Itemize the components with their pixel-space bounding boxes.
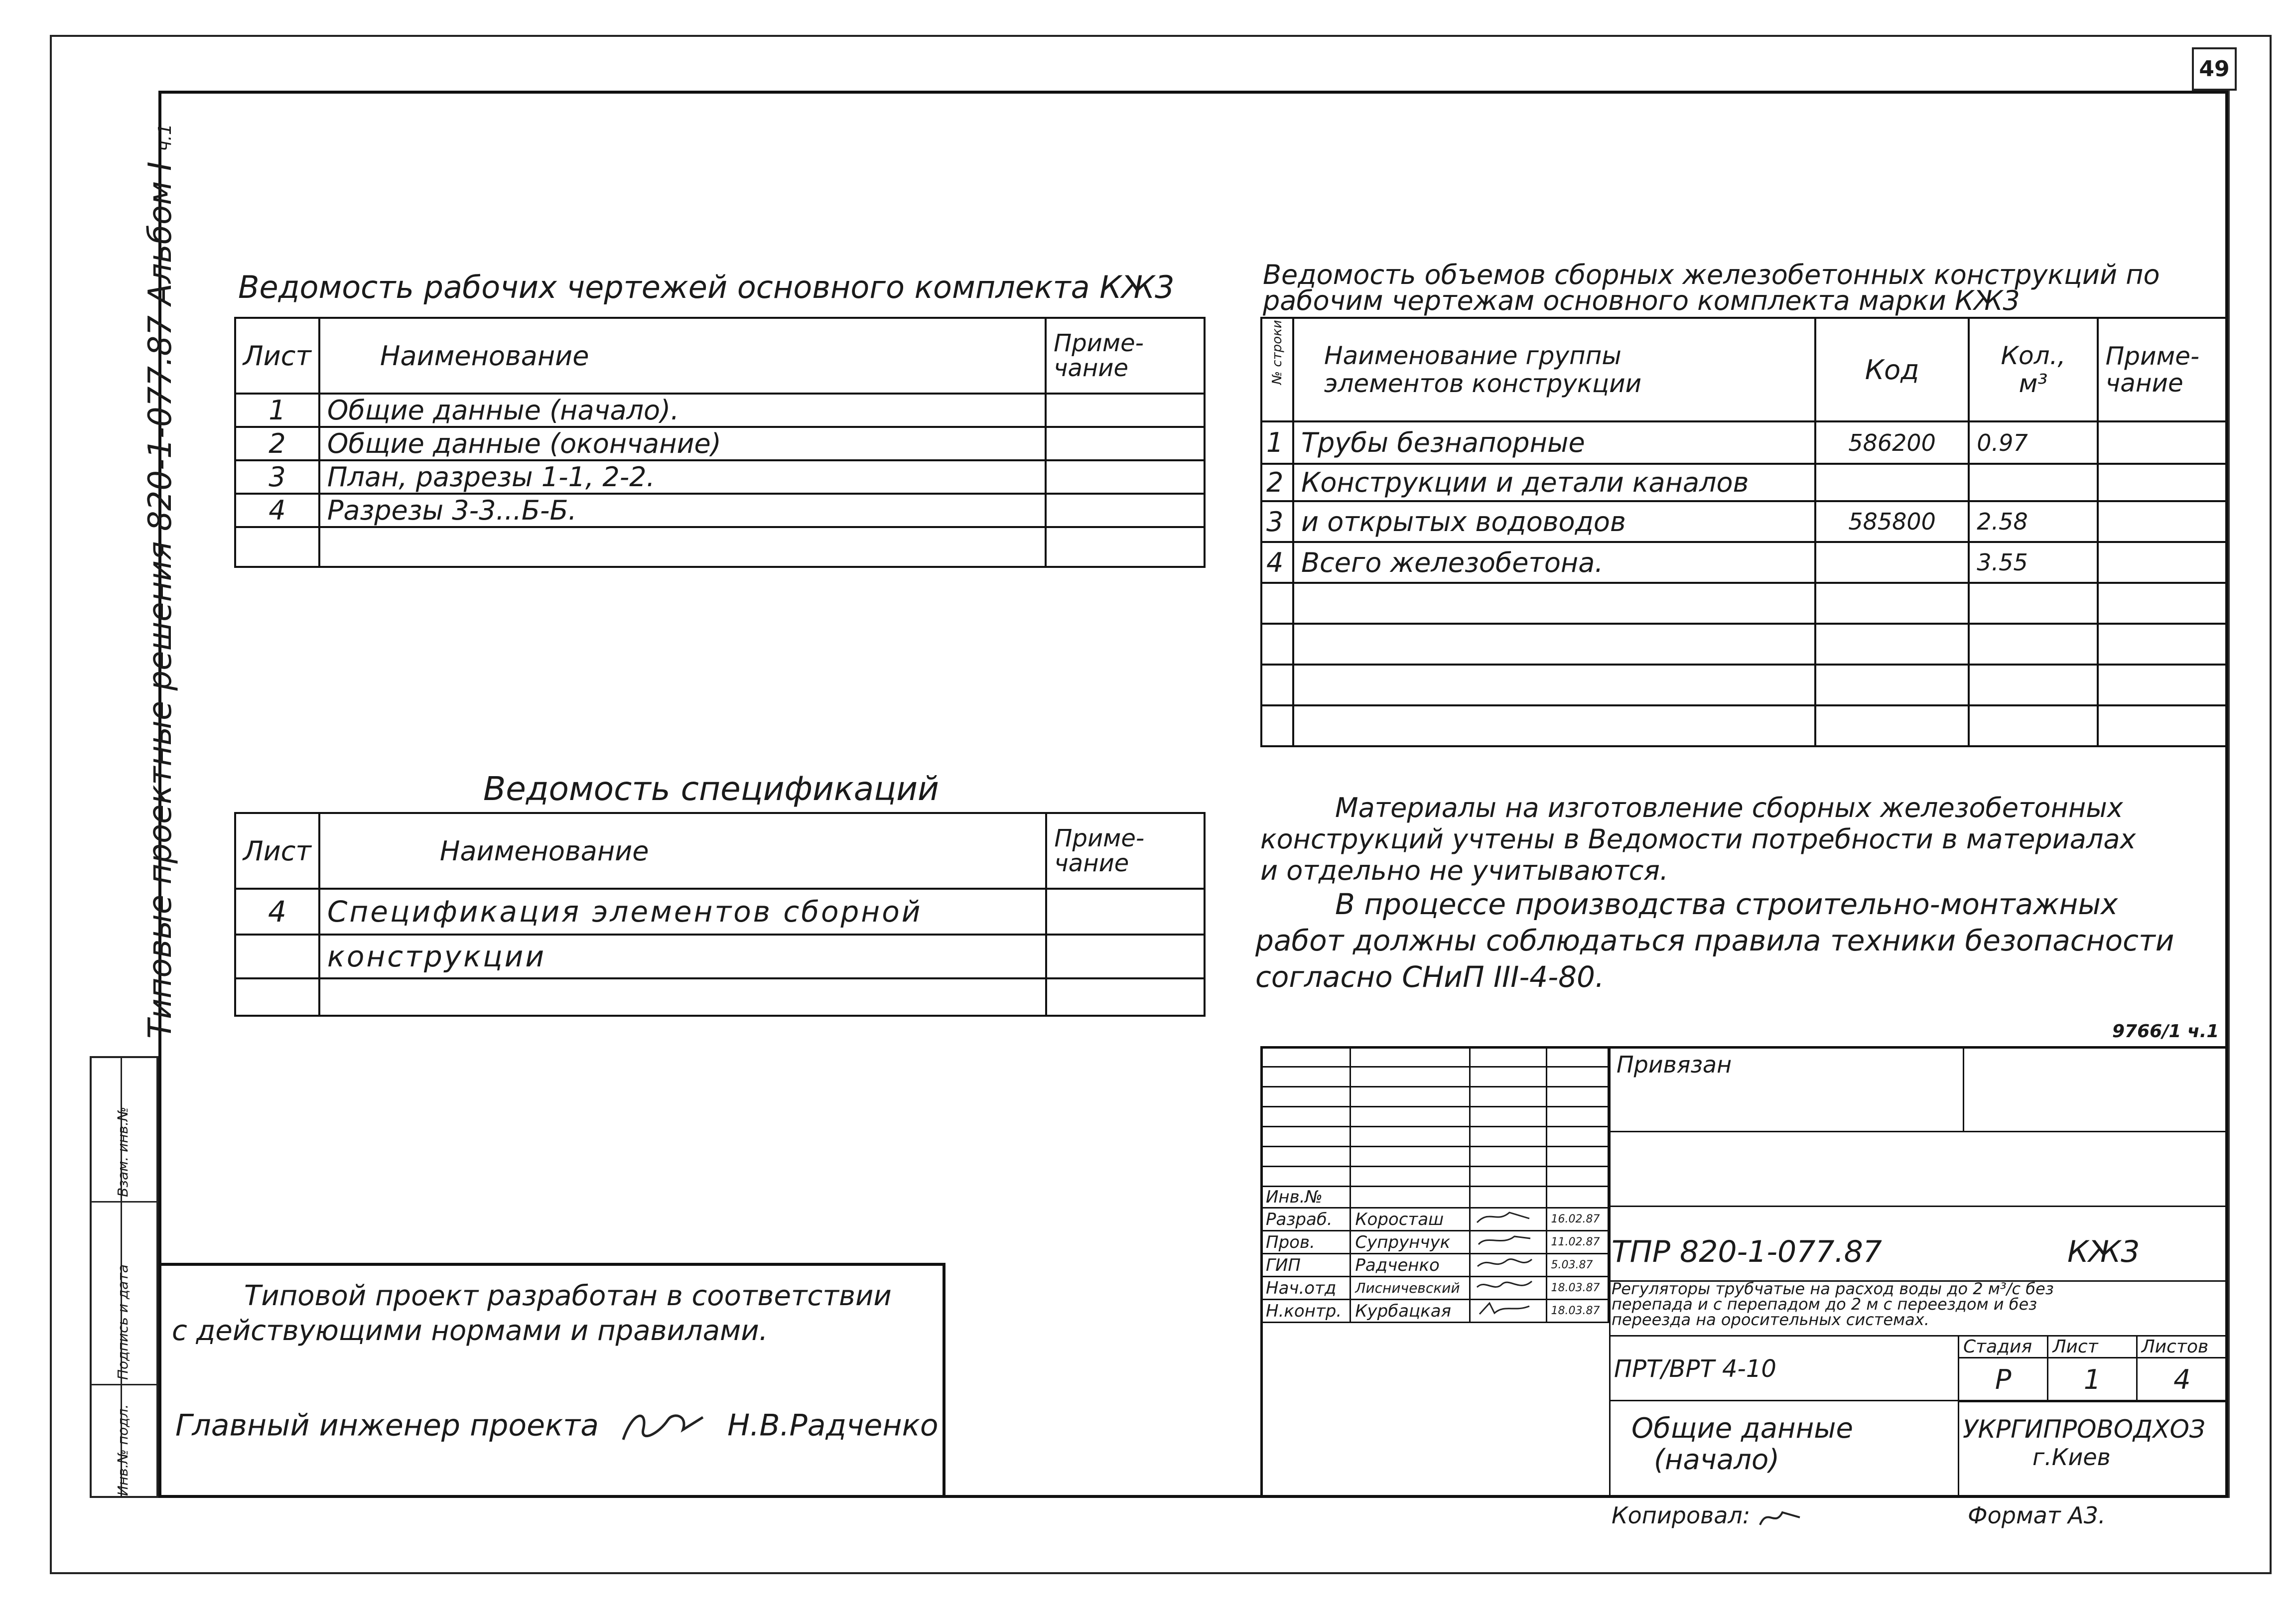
tb-divider <box>1963 1046 1964 1131</box>
cell-name: Спецификация элементов сборной <box>319 889 1047 935</box>
cell-code <box>1815 583 1969 624</box>
tb-staff-row <box>1261 1231 1609 1254</box>
tb-cell <box>1546 1107 1608 1127</box>
tb-cell <box>1470 1127 1546 1147</box>
col-header-group: Наименование группы элементов конструкции <box>1293 318 1815 421</box>
tb-empty-row <box>1261 1047 1609 1067</box>
table-row <box>1261 624 2227 665</box>
cell-sheet <box>235 978 319 1016</box>
tb-copied-label: Копировал: <box>1612 1502 1751 1529</box>
volumes-table <box>1260 317 2228 747</box>
tb-empty-row <box>1261 1087 1609 1107</box>
cell-code: 585800 <box>1815 501 1969 542</box>
tb-inv-row <box>1261 1187 1609 1208</box>
tb-cell <box>1546 1127 1608 1147</box>
cell-sheet <box>235 527 319 567</box>
stamp-label-sign: Подпись и дата <box>115 1264 131 1380</box>
table-row <box>235 394 1205 427</box>
cell-code <box>1815 464 1969 501</box>
cell-group <box>1293 624 1815 665</box>
side-title <box>142 124 179 1039</box>
table-row <box>1261 501 2227 542</box>
tb-sign <box>1470 1231 1546 1254</box>
tb-cell <box>1546 1047 1608 1067</box>
volumes-header-row <box>1261 318 2227 421</box>
tb-sheet-title-line1: Общие данные <box>1631 1412 1853 1445</box>
tb-mark: КЖ3 <box>2067 1234 2140 1269</box>
cell-note <box>2098 501 2227 542</box>
cell-group <box>1293 583 1815 624</box>
tb-name: Радченко <box>1351 1254 1470 1277</box>
tb-format: Формат А3. <box>1968 1502 2106 1529</box>
left-stamp-column <box>90 1056 158 1498</box>
note-p1-line3: и отдельно не учитываются. <box>1260 855 1669 886</box>
chief-engineer-line <box>175 1405 939 1450</box>
tb-date: 18.03.87 <box>1546 1277 1608 1300</box>
tb-role: Пров. <box>1261 1231 1351 1254</box>
cell-code <box>1815 705 1969 746</box>
cell-qty: 0.97 <box>1969 421 2097 464</box>
cell-note <box>1046 494 1205 527</box>
cell-note <box>1046 935 1205 978</box>
tb-cell <box>1546 1147 1608 1167</box>
row-no-label: № строки <box>1270 320 1285 385</box>
tb-cell <box>1261 1127 1351 1147</box>
doc-number: 9766/1 ч.1 <box>2112 1021 2219 1042</box>
cell-row-no: 1 <box>1261 421 1293 464</box>
tb-cell <box>1470 1087 1546 1107</box>
tb-name: Коросташ <box>1351 1208 1470 1231</box>
table-row <box>235 527 1205 567</box>
cell-note <box>2098 665 2227 705</box>
tb-copied <box>1612 1502 1802 1530</box>
tb-cell <box>1351 1067 1470 1087</box>
col-header-name: Наименование <box>319 813 1047 889</box>
col-header-code: Код <box>1815 318 1969 421</box>
table-row <box>235 978 1205 1016</box>
tb-cell <box>1261 1047 1351 1067</box>
title-block-staff-grid <box>1260 1046 1609 1323</box>
tb-cell <box>1546 1187 1608 1208</box>
table-row <box>1261 421 2227 464</box>
tb-name: Лисничевский <box>1351 1277 1470 1300</box>
cell-qty: 3.55 <box>1969 542 2097 583</box>
tb-sheets-value: 4 <box>2137 1358 2227 1402</box>
tb-cell <box>1261 1087 1351 1107</box>
signature-icon <box>1757 1505 1802 1530</box>
album-suffix: ч.1 <box>155 124 175 151</box>
table-row <box>1261 705 2227 746</box>
tb-empty-row <box>1261 1067 1609 1087</box>
tb-sign <box>1470 1277 1546 1300</box>
tb-cell <box>1351 1147 1470 1167</box>
cell-qty <box>1969 624 2097 665</box>
tb-cell <box>1261 1147 1351 1167</box>
cell-note <box>1046 978 1205 1016</box>
table-row <box>1261 542 2227 583</box>
cell-sheet: 4 <box>235 889 319 935</box>
tb-cell <box>1470 1187 1546 1208</box>
approval-line2: с действующими нормами и правилами. <box>172 1315 768 1347</box>
note-p1-line2: конструкций учтены в Ведомости потребности в материалах <box>1260 823 2136 855</box>
signature-icon <box>1475 1277 1534 1294</box>
signature-icon <box>613 1405 713 1450</box>
cell-name: конструкции <box>319 935 1047 978</box>
tb-desc-line3: переезда на оросительных системах. <box>1612 1310 1929 1329</box>
tb-cell <box>1546 1087 1608 1107</box>
tb-org-line1: УКРГИПРОВОДХОЗ <box>1963 1415 2205 1444</box>
note-p2-line2: работ должны соблюдаться правила техники безопасности <box>1255 924 2174 957</box>
tb-cell <box>1351 1107 1470 1127</box>
cell-name: План, разрезы 1-1, 2-2. <box>319 460 1046 494</box>
stamp-cell-inv <box>92 1385 156 1500</box>
tb-sheet-title-line2: (начало) <box>1654 1444 1780 1476</box>
cell-note <box>1046 889 1205 935</box>
tb-cell <box>1351 1167 1470 1187</box>
cell-group: Всего железобетона. <box>1293 542 1815 583</box>
tb-sign <box>1470 1208 1546 1231</box>
drawings-header-row <box>235 318 1205 394</box>
tb-cell <box>1351 1087 1470 1107</box>
stamp-label-inv: Инв.№ подл. <box>115 1404 131 1496</box>
cell-group: и открытых водоводов <box>1293 501 1815 542</box>
tb-staff-row <box>1261 1254 1609 1277</box>
tb-inv-label: Инв.№ <box>1261 1187 1351 1208</box>
right-margin-strip <box>2228 91 2239 1498</box>
cell-code <box>1815 665 1969 705</box>
tb-name: Курбацкая <box>1351 1300 1470 1323</box>
tb-empty-row <box>1261 1167 1609 1187</box>
tb-stage-label: Стадия <box>1959 1336 2048 1358</box>
cell-sheet: 3 <box>235 460 319 494</box>
tb-date: 11.02.87 <box>1546 1231 1608 1254</box>
tb-role: Н.контр. <box>1261 1300 1351 1323</box>
table-row <box>235 494 1205 527</box>
cell-group: Трубы безнапорные <box>1293 421 1815 464</box>
cell-row-no: 4 <box>1261 542 1293 583</box>
drawings-table <box>234 317 1206 568</box>
tb-cell <box>1470 1147 1546 1167</box>
cell-qty <box>1969 665 2097 705</box>
table-row <box>235 889 1205 935</box>
tb-divider <box>1958 1335 1959 1498</box>
col-header-note: Приме- чание <box>1046 318 1205 394</box>
tb-date: 16.02.87 <box>1546 1208 1608 1231</box>
cell-note <box>2098 624 2227 665</box>
cell-row-no <box>1261 624 1293 665</box>
cell-sheet: 1 <box>235 394 319 427</box>
tb-empty-row <box>1261 1147 1609 1167</box>
tb-stage-header-row <box>1959 1336 2228 1358</box>
tb-description <box>1612 1281 2054 1328</box>
signature-icon <box>1475 1300 1534 1317</box>
note-p1-line1: Материалы на изготовление сборных железобетонных <box>1335 792 2123 823</box>
tb-divider <box>1609 1046 1611 1498</box>
note-p2-line3: согласно СНиП III-4-80. <box>1255 960 1605 994</box>
cell-note <box>2098 464 2227 501</box>
tb-cell <box>1351 1047 1470 1067</box>
tb-cell <box>1470 1067 1546 1087</box>
cell-row-no: 3 <box>1261 501 1293 542</box>
tb-sign <box>1470 1300 1546 1323</box>
tb-cell <box>1546 1067 1608 1087</box>
col-header-row-no <box>1261 318 1293 421</box>
tb-cell <box>1470 1047 1546 1067</box>
stamp-cell-replace <box>92 1058 156 1203</box>
stamp-cell-sign <box>92 1203 156 1385</box>
spec-table <box>234 812 1206 1017</box>
tb-date: 18.03.87 <box>1546 1300 1608 1323</box>
table-row <box>1261 665 2227 705</box>
note-p2-line1: В процессе производства строительно-монтажных <box>1335 887 2118 921</box>
table-row <box>235 935 1205 978</box>
cell-note <box>2098 542 2227 583</box>
tb-sheet-label: Лист <box>2048 1336 2137 1358</box>
cell-row-no <box>1261 583 1293 624</box>
cell-qty: 2.58 <box>1969 501 2097 542</box>
tb-sign <box>1470 1254 1546 1277</box>
spec-header-row <box>235 813 1205 889</box>
cell-note <box>1046 394 1205 427</box>
spec-table-title: Ведомость спецификаций <box>483 770 939 808</box>
tb-divider <box>1609 1400 2228 1401</box>
col-header-name: Наименование <box>319 318 1046 394</box>
side-title-text: Типовые проектные решения 820-1-077.87 Альбом I <box>142 161 179 1039</box>
signature-icon <box>1475 1231 1534 1248</box>
signature-icon <box>1475 1254 1534 1271</box>
col-header-note: Приме- чание <box>2098 318 2227 421</box>
tb-cell <box>1546 1167 1608 1187</box>
cell-qty <box>1969 464 2097 501</box>
cell-note <box>2098 705 2227 746</box>
tb-stage-value-row <box>1959 1358 2228 1402</box>
cell-code <box>1815 624 1969 665</box>
cell-note <box>2098 583 2227 624</box>
tb-cell <box>1261 1067 1351 1087</box>
cell-name: Общие данные (окончание) <box>319 427 1046 460</box>
tb-role: ГИП <box>1261 1254 1351 1277</box>
col-header-note: Приме- чание <box>1046 813 1205 889</box>
cell-note <box>2098 421 2227 464</box>
table-row <box>1261 464 2227 501</box>
tb-sheet-value: 1 <box>2048 1358 2137 1402</box>
tb-cell <box>1261 1167 1351 1187</box>
tb-cell <box>1470 1107 1546 1127</box>
cell-group <box>1293 705 1815 746</box>
tb-sheets-label: Листов <box>2137 1336 2227 1358</box>
cell-row-no <box>1261 705 1293 746</box>
tb-org-line2: г.Киев <box>2032 1444 2111 1471</box>
tb-role: Нач.отд <box>1261 1277 1351 1300</box>
table-row <box>235 427 1205 460</box>
col-header-sheet: Лист <box>235 813 319 889</box>
tb-name: Супрунчук <box>1351 1231 1470 1254</box>
cell-qty <box>1969 705 2097 746</box>
stamp-label-replace: Взам. инв.№ <box>115 1106 131 1197</box>
cell-row-no <box>1261 665 1293 705</box>
table-row <box>235 460 1205 494</box>
chief-engineer-label: Главный инженер проекта <box>175 1408 599 1443</box>
cell-code: 586200 <box>1815 421 1969 464</box>
tb-staff-row <box>1261 1300 1609 1323</box>
tb-staff-row <box>1261 1277 1609 1300</box>
cell-sheet: 4 <box>235 494 319 527</box>
tb-project-code: ТПР 820-1-077.87 <box>1612 1234 1882 1269</box>
tb-role: Разраб. <box>1261 1208 1351 1231</box>
drawings-table-title: Ведомость рабочих чертежей основного комплекта КЖ3 <box>238 269 1175 305</box>
tb-privyazan: Привязан <box>1617 1051 1732 1078</box>
volumes-title-line1: Ведомость объемов сборных железобетонных конструкций по <box>1263 259 2160 290</box>
col-header-qty: Кол., м³ <box>1969 318 2097 421</box>
cell-note <box>1046 527 1205 567</box>
tb-divider <box>1609 1206 2228 1207</box>
cell-group: Конструкции и детали каналов <box>1293 464 1815 501</box>
cell-note <box>1046 427 1205 460</box>
col-header-sheet: Лист <box>235 318 319 394</box>
tb-stage-value: Р <box>1959 1358 2048 1402</box>
cell-name: Разрезы 3-3...Б-Б. <box>319 494 1046 527</box>
cell-name: Общие данные (начало). <box>319 394 1046 427</box>
cell-sheet <box>235 935 319 978</box>
tb-empty-row <box>1261 1127 1609 1147</box>
tb-divider <box>1609 1131 2228 1132</box>
tb-cell <box>1261 1107 1351 1127</box>
cell-name <box>319 527 1046 567</box>
signature-icon <box>1475 1209 1534 1225</box>
tb-empty-row <box>1261 1107 1609 1127</box>
approval-line1: Типовой проект разработан в соответствии <box>244 1280 892 1312</box>
cell-sheet: 2 <box>235 427 319 460</box>
tb-stage-grid <box>1958 1335 2228 1402</box>
tb-cell <box>1351 1127 1470 1147</box>
tb-staff-row <box>1261 1208 1609 1231</box>
page-number: 49 <box>2192 47 2237 91</box>
cell-row-no: 2 <box>1261 464 1293 501</box>
cell-code <box>1815 542 1969 583</box>
tb-cell <box>1470 1167 1546 1187</box>
tb-date: 5.03.87 <box>1546 1254 1608 1277</box>
cell-name <box>319 978 1047 1016</box>
tb-desc-line2: перепада и с перепадом до 2 м с переездом и без <box>1612 1295 2037 1314</box>
tb-type-code: ПРТ/ВРТ 4-10 <box>1614 1355 1776 1383</box>
cell-qty <box>1969 583 2097 624</box>
chief-engineer-name: Н.В.Радченко <box>727 1408 939 1443</box>
tb-cell <box>1351 1187 1470 1208</box>
tb-desc-line1: Регуляторы трубчатые на расход воды до 2 м³/с без <box>1612 1279 2054 1298</box>
cell-note <box>1046 460 1205 494</box>
table-row <box>1261 583 2227 624</box>
volumes-title-line2: рабочим чертежам основного комплекта марки КЖ3 <box>1263 285 2020 316</box>
cell-group <box>1293 665 1815 705</box>
